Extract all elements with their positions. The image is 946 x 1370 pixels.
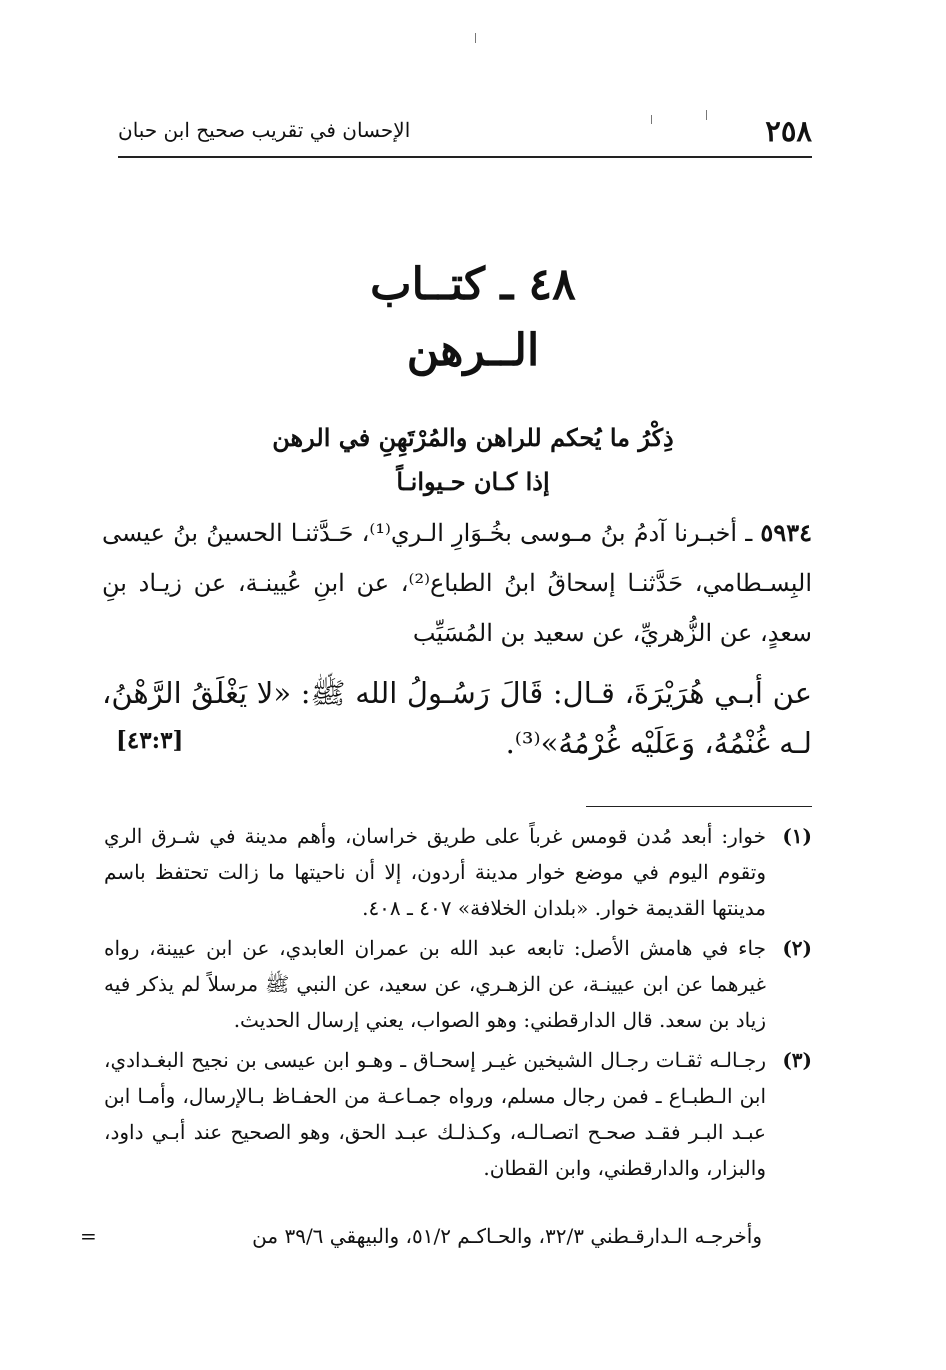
footnote-number: (٢) — [782, 936, 812, 960]
book-heading — [0, 256, 946, 380]
footnote-text: جاء في هامش الأصل: تابعه عبد الله بن عمران العابدي، عن ابن عيينة، رواه غيرهما عن ابن عيينـة، عن الزهـري، عن سعيد، عن النبي ﷺ مرسلاً لم يذكر فيه زياد بن سعد. قال الدارقطني: وهو الصواب، يعني إرسال الحديث. — [104, 936, 766, 1032]
page-header — [118, 112, 812, 158]
footnote-text: رجـالـه ثقـات رجـال الشيخين غيـر إسحـاق ـ وهـو ابن عيسى بن نجيح البغـدادي، ابن الـطبـاع ـ فمن رجال مسلم، ورواه جمـاعـة من الحفـاظ بـالإرسال، وأمـا ابن عبـد البـر فقـد صحـح اتصـالـه، وكـذلـك عبـد الحق، وهو الصحيح عند أبـي داود، والبزار، والدارقطني، وابن القطان. — [104, 1048, 766, 1180]
chapter-title-line: ذِكْرُ ما يُحكم للراهن والمُرْتَهِنِ في الرهن — [272, 423, 674, 452]
footnote-divider — [586, 806, 812, 807]
footnotes — [104, 818, 812, 1190]
scan-mark — [475, 33, 476, 43]
footnote — [104, 1042, 812, 1186]
footnote-continuation-text: وأخرجـه الـدارقـطني ٣٢/٣، والحـاكـم ٥١/٢، والبيهقي ٣٩/٦ من — [252, 1224, 762, 1248]
book-title: الــرهن — [406, 325, 540, 376]
footnote-number: (٣) — [782, 1048, 812, 1072]
hadith-number: ٥٩٣٤ — [760, 518, 812, 547]
hadith-text: عن أبـي هُرَيْرَةَ، قـال: قَالَ رَسُـولُ الله ﷺ: «لا يَغْلَقُ الرَّهْنُ، لـه غُنْمُهُ، وَعَلَيْه غُرْمُهُ»⁽³⁾. — [102, 676, 812, 760]
footnote-text: خوار: أبعد مُدن قومس غرباً على طريق خراسان، وأهم مدينة في شـرق الري وتقوم اليوم في موضع خوار مدينة أردون، إلا أن ناحيتها ما زالت تحتفظ باسم مدينتها القديمة خوار. «بلدان الخلافة» ٤٠٧ ـ ٤٠٨. — [104, 824, 766, 920]
hadith-reference: [٤٣:٣] — [116, 727, 184, 754]
chapter-title-line: إذا كـان حـيوانـاً — [396, 467, 550, 496]
footnote — [104, 818, 812, 926]
chapter-heading — [0, 416, 946, 504]
running-title: الإحسان في تقريب صحيح ابن حبان — [118, 118, 411, 142]
continuation-mark: = — [80, 1224, 97, 1248]
book-number: ٤٨ ـ كتــاب — [370, 259, 576, 310]
hadith-chain-text: ـ أخبـرنا آدمُ بنُ مـوسى بخُـوَارِ الـري⁽¹⁾، حَـدَّثنـا الحسينُ بنُ عيسى البِسـطامي، حَدَّثنـا إسحاقُ ابنُ الطباع⁽²⁾، عن ابنِ عُيينـة، عن زيـاد بنِ سعدٍ، عن الزُّهريِّ، عن سعيد بن المُسَيِّب — [102, 519, 812, 647]
footnote — [104, 930, 812, 1038]
page-number: ٢٥٨ — [765, 114, 812, 148]
footnote-number: (١) — [782, 824, 812, 848]
hadith-chain — [102, 508, 812, 658]
